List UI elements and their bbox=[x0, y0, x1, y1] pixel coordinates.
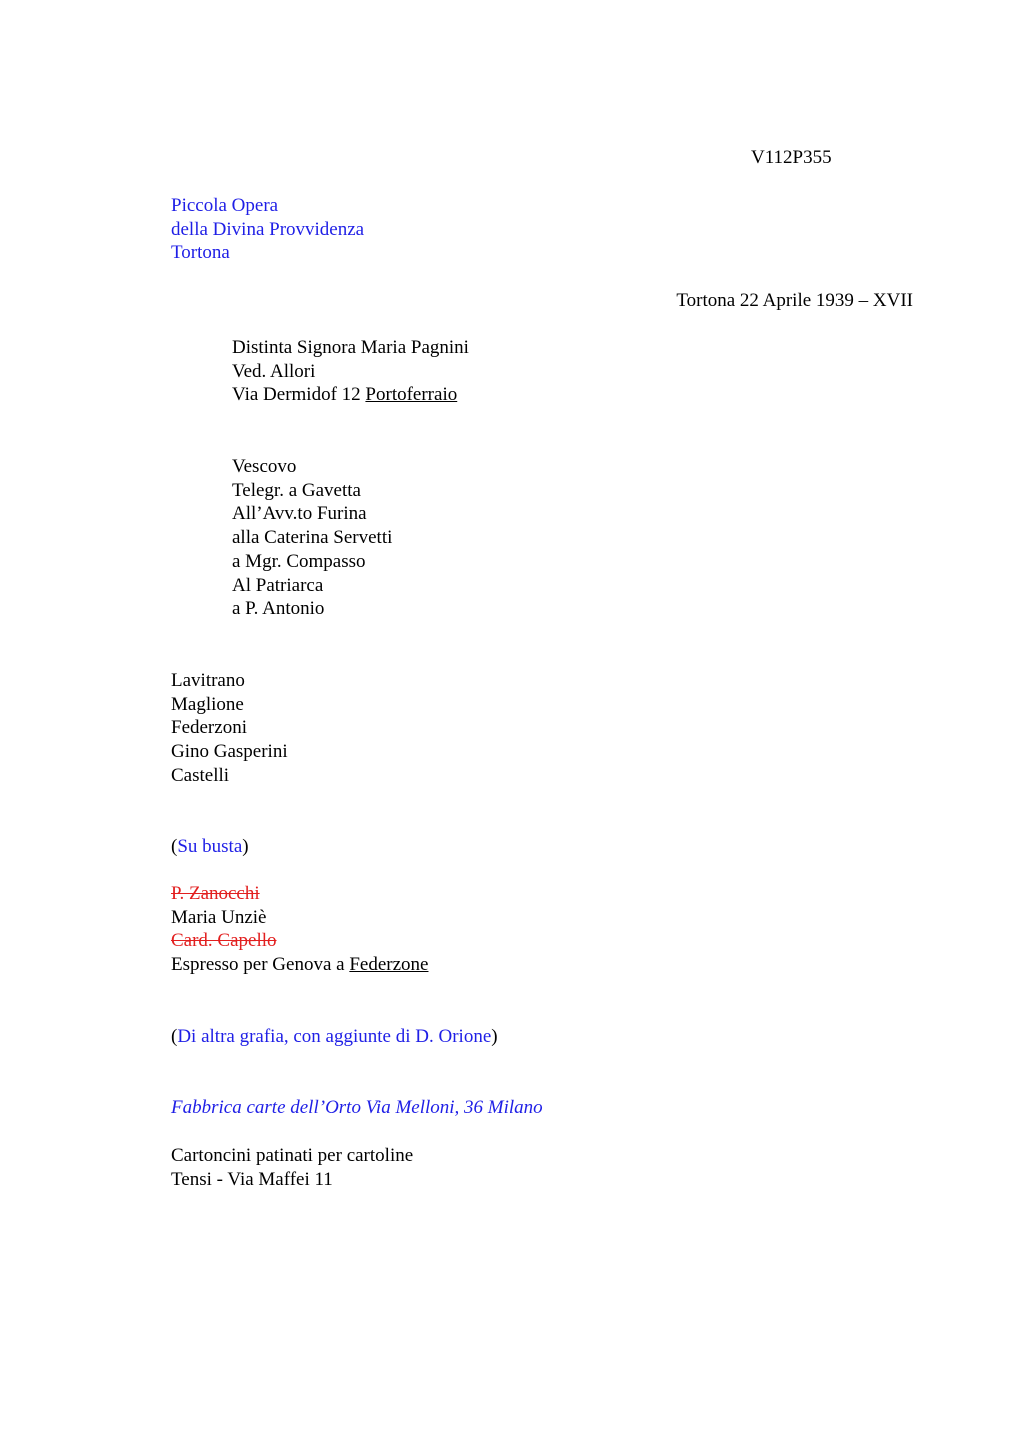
note-altra-grafia bbox=[171, 1025, 498, 1049]
recipient-city: Portoferraio bbox=[365, 384, 458, 406]
list-item: Vescovo bbox=[232, 456, 297, 477]
list-item: Federzoni bbox=[171, 717, 247, 739]
recipient-street-text: Via Dermidof 12 bbox=[232, 384, 366, 406]
letterhead bbox=[171, 194, 364, 265]
list-item: Al Patriarca bbox=[232, 574, 324, 596]
recipient-title: Ved. Allori bbox=[232, 360, 316, 382]
recipient-street bbox=[232, 383, 469, 407]
list-item: Telegr. a Gavetta bbox=[232, 479, 361, 501]
list-item: a P. Antonio bbox=[232, 598, 325, 620]
final-notes bbox=[171, 1144, 413, 1191]
paren-open: ( bbox=[171, 836, 178, 857]
struck-entry: Card. Capello bbox=[171, 930, 277, 952]
envelope-notes bbox=[171, 882, 428, 977]
paren-close: ) bbox=[491, 1026, 498, 1047]
list-item: Maglione bbox=[171, 693, 244, 715]
fabbrica-line: Fabbrica carte dell’Orto Via Melloni, 36 Milano bbox=[171, 1097, 543, 1118]
final-line: Tensi - Via Maffei 11 bbox=[171, 1168, 333, 1190]
letterhead-line: Tortona bbox=[171, 242, 230, 264]
note-text: Su busta bbox=[177, 836, 243, 857]
list-item: Gino Gasperini bbox=[171, 741, 288, 763]
list-item: alla Caterina Servetti bbox=[232, 527, 393, 549]
final-line: Cartoncini patinati per cartoline bbox=[171, 1145, 414, 1166]
note-text: Di altra grafia, con aggiunte di D. Orione bbox=[177, 1026, 492, 1047]
letterhead-line: della Divina Provvidenza bbox=[171, 218, 365, 240]
letterhead-line: Piccola Opera bbox=[171, 195, 279, 216]
list-b bbox=[171, 669, 288, 788]
date-line: Tortona 22 Aprile 1939 – XVII bbox=[676, 290, 913, 311]
list-a bbox=[232, 455, 392, 621]
envelope-entry-text: Espresso per Genova a bbox=[171, 954, 350, 976]
recipient-address bbox=[232, 336, 469, 407]
list-item: All’Avv.to Furina bbox=[232, 503, 367, 525]
list-item: a Mgr. Compasso bbox=[232, 550, 366, 572]
recipient-name: Distinta Signora Maria Pagnini bbox=[232, 337, 469, 358]
document-reference: V112P355 bbox=[751, 147, 832, 168]
list-item: Lavitrano bbox=[171, 670, 245, 691]
paren-close: ) bbox=[242, 836, 249, 857]
envelope-entry-name: Federzone bbox=[349, 954, 429, 976]
note-su-busta bbox=[171, 835, 249, 859]
struck-entry: P. Zanocchi bbox=[171, 883, 260, 904]
list-item: Castelli bbox=[171, 764, 230, 786]
paren-open: ( bbox=[171, 1026, 178, 1047]
envelope-entry: Maria Unziè bbox=[171, 906, 267, 928]
envelope-entry bbox=[171, 953, 428, 977]
